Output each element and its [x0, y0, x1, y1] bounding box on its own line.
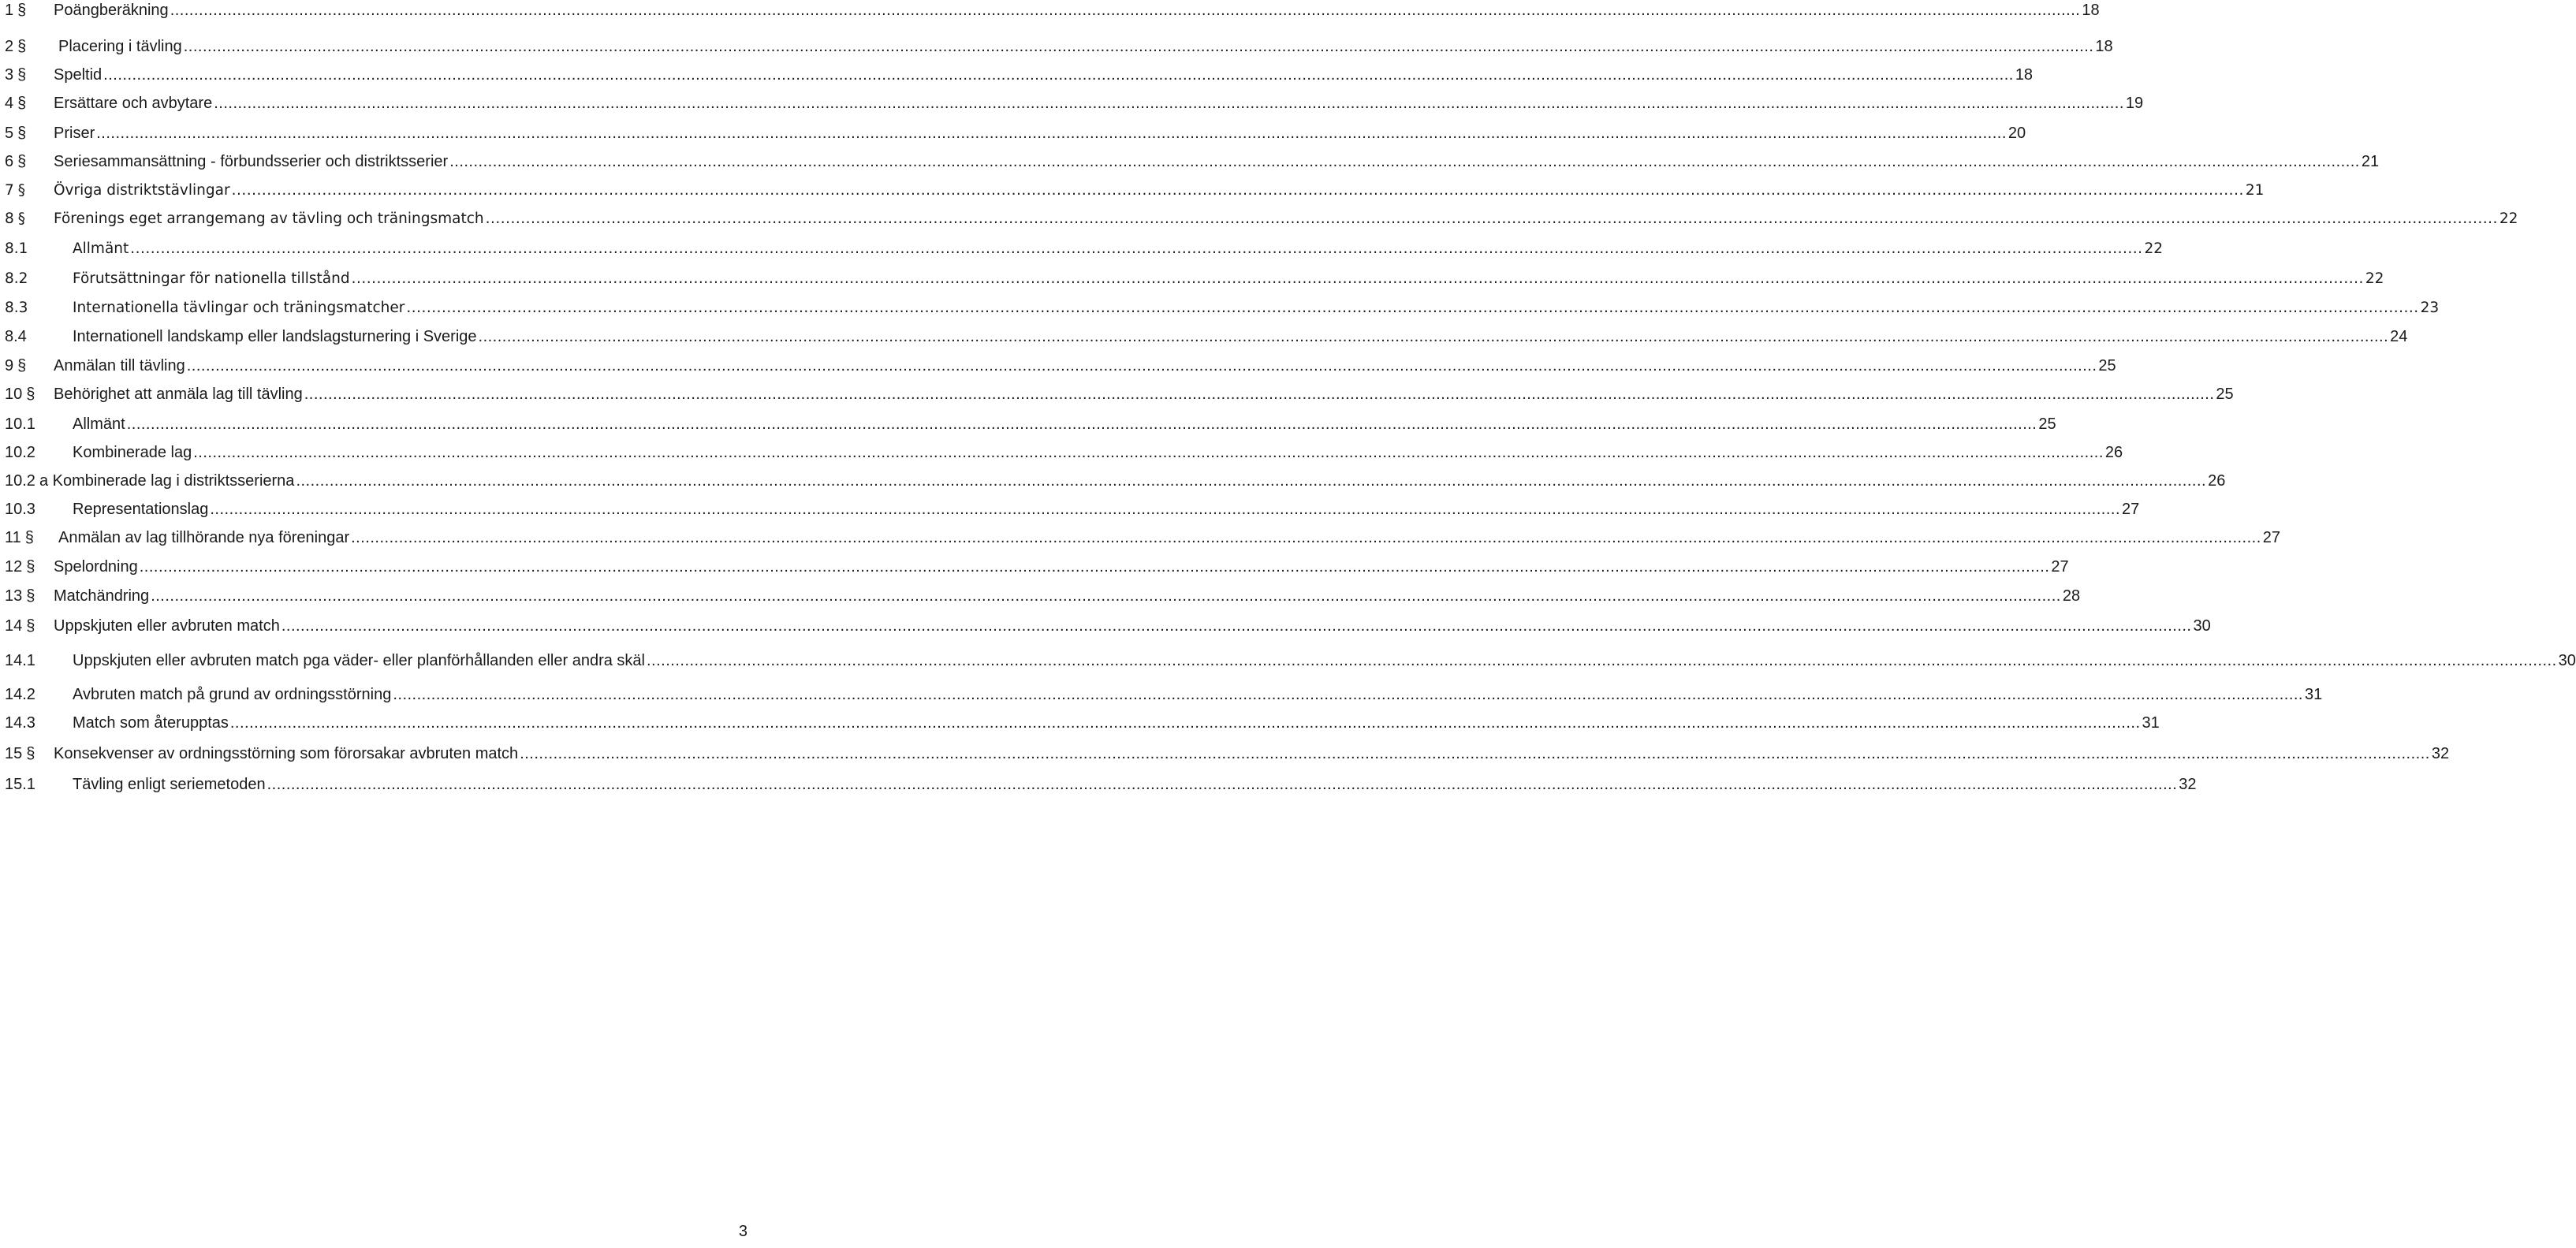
toc-entry-title: Match som återupptas [73, 714, 229, 732]
toc-entry-title: Tävling enligt seriemetoden [73, 776, 266, 793]
dot-leader: ................................................................................................................................................................................................................................................................................................................................................................................................................ [646, 652, 2557, 669]
toc-entry[interactable] [5, 209, 2518, 234]
dot-leader: ................................................................................................................................................................................................................................................................................................................................................................................................................ [281, 617, 2192, 635]
toc-entry-title: Placering i tävling [58, 38, 182, 55]
toc-entry[interactable] [5, 471, 2226, 496]
dot-leader: ................................................................................................................................................................................................................................................................................................................................................................................................................ [520, 745, 2430, 762]
toc-entry-title: Avbruten match på grund av ordningsstörning [73, 686, 392, 703]
toc-entry-page: 20 [2007, 125, 2026, 142]
dot-leader: ................................................................................................................................................................................................................................................................................................................................................................................................................ [449, 153, 2360, 170]
toc-entry-page: 21 [2361, 153, 2380, 170]
toc-entry-page: 31 [2304, 686, 2323, 703]
toc-entry-title: Speltid [54, 66, 103, 84]
toc-entry-page: 19 [2125, 95, 2144, 112]
toc-entry[interactable] [5, 414, 2056, 439]
toc-entry-number: 10.2 [5, 444, 35, 461]
toc-entry-title: Internationella tävlingar och träningsmatcher [73, 300, 405, 316]
section-sign: § [17, 66, 27, 84]
toc-entry-number: 5 [5, 125, 14, 142]
toc-entry[interactable] [5, 93, 2144, 118]
section-sign: § [17, 153, 27, 170]
toc-entry-page: 25 [2038, 415, 2056, 433]
dot-leader: ................................................................................................................................................................................................................................................................................................................................................................................................................ [231, 182, 2244, 199]
toc-entry-title: Konsekvenser av ordningsstörning som förorsakar avbruten match [54, 745, 519, 762]
toc-entry-number: 10.2 [5, 472, 35, 490]
toc-entry-number: 1 [5, 2, 14, 19]
toc-entry-page: 32 [2431, 745, 2450, 762]
toc-entry[interactable] [5, 442, 2123, 468]
dot-leader: ................................................................................................................................................................................................................................................................................................................................................................................................................ [296, 472, 2207, 490]
dot-leader: ................................................................................................................................................................................................................................................................................................................................................................................................................ [351, 270, 2364, 287]
toc-entry-page: 22 [2144, 240, 2164, 257]
section-sign: § [17, 2, 27, 19]
toc-entry-number: 4 [5, 95, 14, 112]
toc-entry-page: 27 [2262, 529, 2281, 546]
dot-leader: ................................................................................................................................................................................................................................................................................................................................................................................................................ [193, 444, 2104, 461]
section-sign: § [17, 182, 26, 199]
section-sign: § [17, 210, 26, 227]
toc-entry-number: 8 [5, 210, 14, 227]
dot-leader: ................................................................................................................................................................................................................................................................................................................................................................................................................ [229, 714, 2141, 732]
section-sign: § [26, 558, 35, 576]
toc-entry-number: 13 [5, 587, 23, 605]
toc-entry-number: 15.1 [5, 776, 35, 793]
toc-entry-title: a Kombinerade lag i distriktsserierna [39, 472, 295, 490]
toc-entry-page: 22 [2499, 210, 2518, 227]
dot-leader: ................................................................................................................................................................................................................................................................................................................................................................................................................ [406, 300, 2419, 316]
toc-entry-page: 22 [2365, 270, 2384, 287]
toc-entry-page: 27 [2122, 501, 2140, 518]
toc-entry[interactable] [5, 684, 2323, 710]
toc-entry[interactable] [5, 616, 2211, 641]
section-sign: § [26, 617, 35, 635]
toc-entry[interactable] [5, 151, 2380, 177]
toc-entry-number: 10.1 [5, 415, 35, 433]
dot-leader: ................................................................................................................................................................................................................................................................................................................................................................................................................ [96, 125, 2007, 142]
dot-leader: ................................................................................................................................................................................................................................................................................................................................................................................................................ [186, 357, 2097, 374]
toc-entry-number: 11 [5, 529, 21, 546]
toc-entry[interactable] [5, 298, 2440, 323]
toc-entry-number: 2 [5, 38, 14, 55]
toc-entry-title: Behörighet att anmäla lag till tävling [54, 386, 303, 403]
dot-leader: ................................................................................................................................................................................................................................................................................................................................................................................................................ [485, 210, 2498, 227]
toc-entry-number: 15 [5, 745, 23, 762]
toc-entry-title: Matchändring [54, 587, 150, 605]
section-sign: § [26, 587, 35, 605]
toc-entry-page: 32 [2179, 776, 2197, 793]
toc-entry-number: 10 [5, 386, 23, 403]
dot-leader: ................................................................................................................................................................................................................................................................................................................................................................................................................ [267, 776, 2178, 793]
dot-leader: ................................................................................................................................................................................................................................................................................................................................................................................................................ [139, 558, 2050, 576]
toc-entry-title: Seriesammansättning - förbundsserier och distriktsserier [54, 153, 449, 170]
toc-entry-page: 25 [2216, 386, 2234, 403]
toc-entry[interactable] [5, 356, 2116, 381]
toc-entry[interactable] [5, 123, 2026, 148]
toc-entry-number: 14.2 [5, 686, 35, 703]
toc-entry[interactable] [5, 743, 2450, 769]
toc-entry-title: Uppskjuten eller avbruten match pga väder- eller planförhållanden eller andra skäl [73, 652, 645, 669]
dot-leader: ................................................................................................................................................................................................................................................................................................................................................................................................................ [151, 587, 2061, 605]
section-sign: § [26, 386, 35, 403]
toc-entry-title: Kombinerade lag [73, 444, 192, 461]
page-number: 3 [738, 1223, 747, 1240]
toc-entry-page: 18 [2015, 66, 2034, 84]
toc-entry[interactable] [5, 586, 2081, 611]
toc-entry[interactable] [5, 0, 2100, 25]
section-sign: § [17, 95, 27, 112]
toc-entry-title: Priser [54, 125, 95, 142]
toc-entry-number: 10.3 [5, 501, 35, 518]
dot-leader: ................................................................................................................................................................................................................................................................................................................................................................................................................ [103, 66, 2014, 84]
toc-entry-page: 31 [2142, 714, 2160, 732]
toc-entry-number: 14.3 [5, 714, 35, 732]
toc-entry[interactable] [5, 269, 2384, 294]
toc-entry[interactable] [5, 774, 2197, 799]
dot-leader: ................................................................................................................................................................................................................................................................................................................................................................................................................ [130, 240, 2143, 257]
toc-entry-title: Förutsättningar för nationella tillstånd [73, 270, 350, 287]
toc-entry-title: Representationslag [73, 501, 209, 518]
toc-entry-title: Ersättare och avbytare [54, 95, 213, 112]
toc-entry[interactable] [5, 713, 2160, 738]
toc-entry-page: 23 [2420, 300, 2440, 316]
toc-entry-number: 6 [5, 153, 14, 170]
toc-entry-number: 12 [5, 558, 23, 576]
dot-leader: ................................................................................................................................................................................................................................................................................................................................................................................................................ [170, 2, 2081, 19]
toc-entry[interactable] [5, 384, 2234, 409]
dot-leader: ................................................................................................................................................................................................................................................................................................................................................................................................................ [126, 415, 2037, 433]
toc-entry-number: 14.1 [5, 652, 35, 669]
toc-entry-page: 26 [2104, 444, 2123, 461]
toc-entry-page: 18 [2082, 2, 2100, 19]
toc-entry-page: 28 [2062, 587, 2081, 605]
dot-leader: ................................................................................................................................................................................................................................................................................................................................................................................................................ [210, 501, 2120, 518]
toc-entry[interactable] [5, 650, 2576, 676]
toc-entry[interactable] [5, 36, 2113, 61]
toc-entry-page: 25 [2098, 357, 2116, 374]
toc-entry[interactable] [5, 326, 2408, 352]
toc-entry-title: Internationell landskamp eller landslagsturnering i Sverige [73, 328, 477, 345]
toc-entry-page: 26 [2208, 472, 2226, 490]
toc-entry-title: Allmänt [73, 415, 125, 433]
toc-entry-title: Poängberäkning [54, 2, 169, 19]
toc-entry-number: 8.1 [5, 240, 28, 257]
dot-leader: ................................................................................................................................................................................................................................................................................................................................................................................................................ [351, 529, 2261, 546]
toc-entry-number: 9 [5, 357, 14, 374]
toc-entry-page: 27 [2051, 558, 2069, 576]
toc-entry-page: 21 [2245, 182, 2265, 199]
toc-entry-page: 24 [2390, 328, 2408, 345]
toc-entry-number: 8.2 [5, 270, 28, 287]
toc-entry-title: Uppskjuten eller avbruten match [54, 617, 280, 635]
toc-entry-title: Anmälan till tävling [54, 357, 185, 374]
section-sign: § [24, 529, 34, 546]
toc-entry-number: 3 [5, 66, 14, 84]
toc-entry[interactable] [5, 557, 2069, 582]
dot-leader: ................................................................................................................................................................................................................................................................................................................................................................................................................ [214, 95, 2124, 112]
section-sign: § [17, 125, 27, 142]
toc-entry-number: 8.4 [5, 328, 27, 345]
toc-entry[interactable] [5, 181, 2265, 206]
dot-leader: ................................................................................................................................................................................................................................................................................................................................................................................................................ [183, 38, 2094, 55]
toc-entry-page: 30 [2558, 652, 2576, 669]
toc-entry-page: 18 [2095, 38, 2113, 55]
toc-entry-title: Övriga distriktstävlingar [54, 182, 230, 199]
toc-entry-number: 7 [5, 182, 14, 199]
toc-entry[interactable] [5, 499, 2140, 524]
dot-leader: ................................................................................................................................................................................................................................................................................................................................................................................................................ [304, 386, 2215, 403]
toc-entry-number: 8.3 [5, 300, 28, 316]
toc-entry[interactable] [5, 239, 2164, 264]
dot-leader: ................................................................................................................................................................................................................................................................................................................................................................................................................ [393, 686, 2303, 703]
toc-entry-page: 30 [2193, 617, 2211, 635]
toc-entry[interactable] [5, 527, 2281, 553]
section-sign: § [17, 357, 27, 374]
toc-entry-title: Förenings eget arrangemang av tävling och träningsmatch [54, 210, 484, 227]
toc-entry-title: Spelordning [54, 558, 138, 576]
toc-entry-title: Anmälan av lag tillhörande nya föreningar [58, 529, 350, 546]
toc-entry-number: 14 [5, 617, 23, 635]
dot-leader: ................................................................................................................................................................................................................................................................................................................................................................................................................ [478, 328, 2389, 345]
toc-entry[interactable] [5, 65, 2034, 90]
section-sign: § [17, 38, 27, 55]
section-sign: § [26, 745, 35, 762]
toc-entry-title: Allmänt [73, 240, 129, 257]
